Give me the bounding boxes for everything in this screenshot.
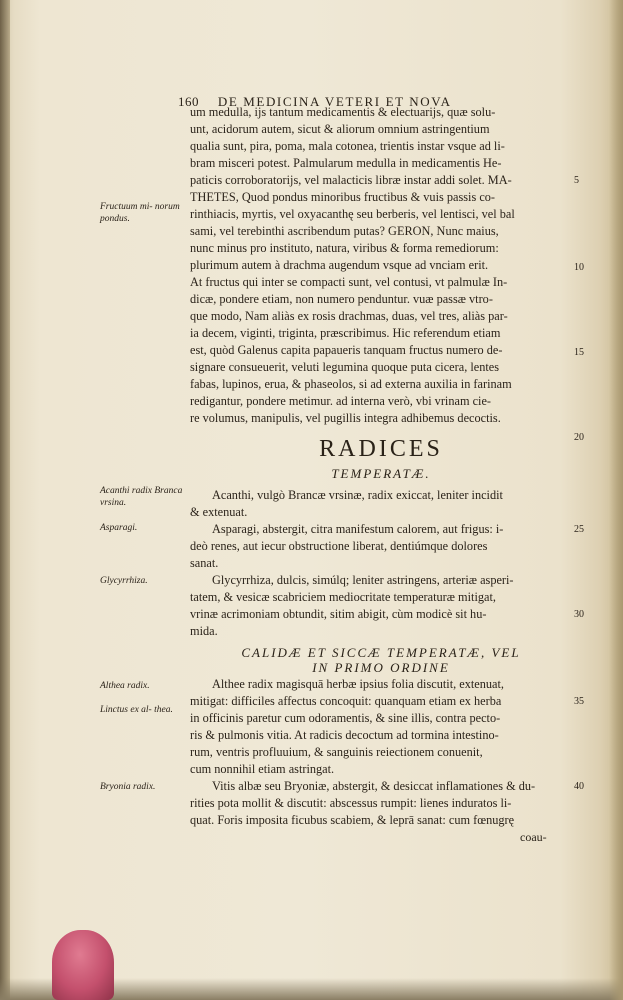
text-line: Althee radix magisquā herbæ ipsius folia discutit, extenuat,: [212, 677, 504, 691]
text-line: que modo, Nam aliàs ex rosis drachmas, duas, vel tres, aliàs par-: [190, 309, 508, 323]
text-line: THETES, Quod pondus minoribus fructibus & vuis passis co-: [190, 190, 496, 204]
text-line: ia decem, viginti, triginta, præscribimus. Hic referendum etiam: [190, 326, 501, 340]
text-line: At fructus qui inter se compacti sunt, vel contusi, vt palmulæ In-: [190, 275, 508, 289]
margin-note-glycyrrhiza: Glycyrrhiza.: [100, 576, 148, 586]
text-line: Asparagi, abstergit, citra manifestum calorem, aut frigus: i-: [212, 522, 504, 536]
text-line: fabas, lupinos, erua, & phaseolos, si ad externa auxilia in farinam: [190, 377, 512, 391]
text-line: & extenuat.: [190, 505, 248, 519]
line-number: 20: [574, 432, 584, 443]
text-line: unt, acidorum autem, sicut & aliorum omnium astringentium: [190, 122, 490, 136]
text-line: sami, vel terebinthi ascribendum putas? GERON, Nunc maius,: [190, 224, 499, 238]
line-number: 10: [574, 262, 584, 273]
text-line: vrinæ acrimoniam obtundit, sitim abigit, cùm modicè sit hu-: [190, 607, 487, 621]
margin-note-bryonia: Bryonia radix.: [100, 782, 156, 792]
line-number: 15: [574, 347, 584, 358]
text-line: tatem, & vesicæ scabriciem mediocritate temperaturæ mitigat,: [190, 590, 496, 604]
catchword: coau-: [520, 830, 547, 844]
text-line: paticis corroboratorijs, vel malacticis libræ instar addi solet. MA-: [190, 173, 512, 187]
margin-note-althee: Althea radix.: [100, 681, 150, 691]
margin-note-acanthi: Acanthi radix Branca vrsina.: [100, 486, 183, 508]
text-line: mitigat: difficiles affectus concoquit: quanquam etiam ex herba: [190, 694, 502, 708]
line-number: 25: [574, 524, 584, 535]
text-line: bram misceri potest. Palmularum medulla in medicamentis He-: [190, 156, 502, 170]
text-line: cum nonnihil etiam astringat.: [190, 762, 335, 776]
text-line: signare consueuerit, veluti legumina quoque puta cicera, lentes: [190, 360, 500, 374]
text-line: est, quòd Galenus capita papaueris tanquam fructus numero de-: [190, 343, 503, 357]
text-line: redigantur, pondere metimur. ad interna verò, vbi vrinam cie-: [190, 394, 492, 408]
text-line: Acanthi, vulgò Brancæ vrsinæ, radix exiccat, leniter incidit: [212, 488, 503, 502]
text-line: sanat.: [190, 556, 219, 570]
running-title: DE MEDICINA VETERI ET NOVA: [217, 94, 452, 109]
text-line: quat. Foris imposita ficubus scabiem, & leprā sanat: cum fœnugrę: [190, 813, 515, 827]
margin-note-asparagi: Asparagi.: [100, 523, 138, 533]
text-line: plurimum autem à drachma augendum vsque ad vnciam erit.: [190, 258, 489, 272]
text-line: rities pota mollit & discutit: abscessus rumpit: lienes induratos li-: [190, 796, 512, 810]
section-title: RADICES: [319, 436, 443, 462]
text-line: Glycyrrhiza, dulcis, simúlq; leniter astringens, arteriæ asperi-: [212, 573, 514, 587]
section-subtitle: CALIDÆ ET SICCÆ TEMPERATÆ, VEL: [241, 645, 521, 660]
text-line: um medulla, ijs tantum medicamentis & electuarijs, quæ solu-: [190, 105, 496, 119]
page-number: 160: [178, 94, 199, 109]
text-line: mida.: [190, 624, 218, 638]
text-line: Vitis albæ seu Bryoniæ, abstergit, & desiccat inflamationes & du-: [212, 779, 536, 793]
text-line: deò renes, aut iecur obstructione liberat, dentiúmque dolores: [190, 539, 488, 553]
line-number: 40: [574, 781, 584, 792]
line-number: 30: [574, 609, 584, 620]
margin-note-linctus: Linctus ex al- thea.: [100, 705, 173, 715]
text-line: rum, ventris profluuium, & sanguinis reiectionem conuenit,: [190, 745, 483, 759]
text-line: in officinis paretur cum odoramentis, & sine illis, contra pecto-: [190, 711, 501, 725]
section-subtitle: IN PRIMO ORDINE: [312, 660, 450, 675]
text-line: dicæ, pondere etiam, non numero penduntur. vuæ passæ vtro-: [190, 292, 493, 306]
text-line: nunc minus pro instituto, natura, viribus & forma remediorum:: [190, 241, 499, 255]
text-line: re volumus, manipulis, vel pugillis integra adhibemus decoctis.: [190, 411, 501, 425]
margin-note-fructuum: Fructuum mi- norum pondus.: [100, 202, 180, 224]
thumb-holding-page: [52, 930, 114, 1000]
section-subtitle: TEMPERATÆ.: [331, 466, 431, 481]
text-line: rinthiacis, myrtis, vel oxyacanthę seu berberis, vel lentisci, vel bal: [190, 207, 515, 221]
line-number: 5: [574, 175, 579, 186]
line-number: 35: [574, 696, 584, 707]
text-line: ris & pulmonis vitia. At radicis decoctum ad tormina intestino-: [190, 728, 499, 742]
text-line: qualia sunt, pira, poma, mala cotonea, trientis instar vsque ad li-: [190, 139, 505, 153]
